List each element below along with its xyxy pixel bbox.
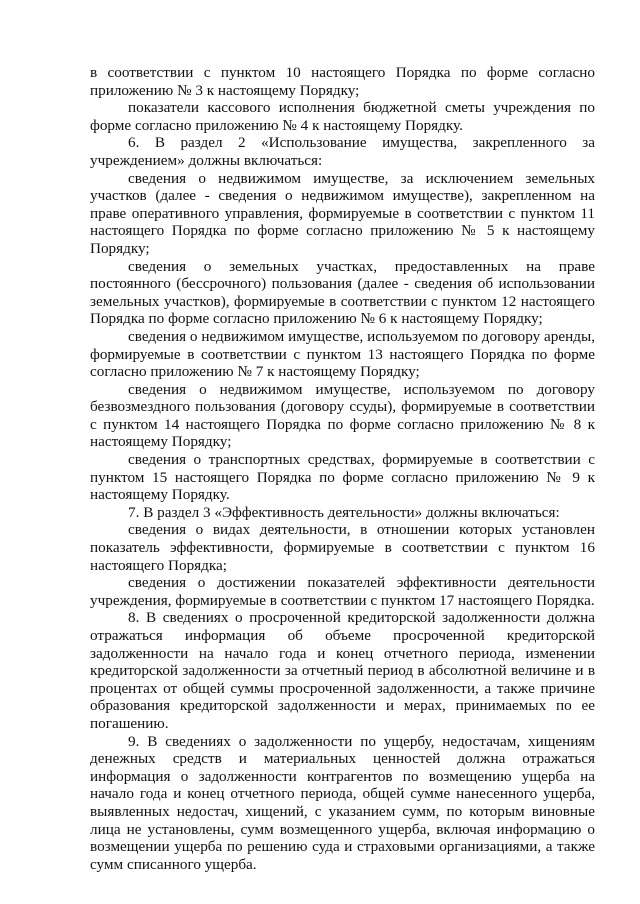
paragraph-vehicles: сведения о транспортных средствах, формируемые в соответствии с пунктом 15 настоящего Порядка по форме согласно приложению № 9 к настоящему Порядку.: [90, 451, 595, 504]
document-page: [90, 64, 595, 873]
paragraph-section-3-heading: 7. В раздел 3 «Эффективность деятельности» должны включаться:: [128, 503, 560, 521]
paragraph-overdue-debt: 8. В сведениях о просроченной кредиторской задолженности должна отражаться информация об объеме просроченной кредиторской задолженности на начало года и конец отчетного периода, изменении кредиторской задолженности за отчетный период в абсолютной величине и в процентах от общей суммы просроченной задолженности, а также причине образования кредиторской задолженности и мерах, принимаемых по ее погашению.: [90, 609, 595, 732]
paragraph-budget-execution: показатели кассового исполнения бюджетной сметы учреждения по форме согласно приложению № 4 к настоящему Порядку.: [90, 99, 595, 134]
paragraph-continuation: в соответствии с пунктом 10 настоящего Порядка по форме согласно приложению № 3 к настоящему Порядку;: [90, 64, 595, 99]
paragraph-damage-debt: 9. В сведениях о задолженности по ущербу, недостачам, хищениям денежных средств и материальных ценностей должна отражаться информация о задолженности контрагентов по возмещению ущерба на начало года и конец отчетного периода, общей сумме нанесенного ущерба, выявленных недостач, хищений, с указанием сумм, по которым виновные лица не установлены, сумм возмещенного ущерба, включая информацию о возмещении ущерба по решению суда и страховыми организациями, а также сумм списанного ущерба.: [90, 732, 595, 873]
paragraph-real-estate: сведения о недвижимом имуществе, за исключением земельных участков (далее - сведения о недвижимом имуществе), закрепленном на праве оперативного управления, формируемые в соответствии с пунктом 11 настоящего Порядка по форме согласно приложению № 5 к настоящему Порядку;: [90, 169, 595, 257]
paragraph-land-plots: сведения о земельных участках, предоставленных на праве постоянного (бессрочного) пользования (далее - сведения об использовании земельных участков), формируемые в соответствии с пунктом 12 настоящего Порядка по форме согласно приложению № 6 к настоящему Порядку;: [90, 257, 595, 328]
paragraph-activity-types: сведения о видах деятельности, в отношении которых установлен показатель эффективности, формируемые в соответствии с пунктом 16 настоящего Порядка;: [90, 521, 595, 574]
paragraph-efficiency-indicators: сведения о достижении показателей эффективности деятельности учреждения, формируемые в соответствии с пунктом 17 настоящего Порядка.: [90, 574, 595, 609]
paragraph-lease: сведения о недвижимом имуществе, используемом по договору аренды, формируемые в соответствии с пунктом 13 настоящего Порядка по форме согласно приложению № 7 к настоящему Порядку;: [90, 327, 595, 381]
paragraph-section-2-heading: 6. В раздел 2 «Использование имущества, закрепленного за учреждением» должны включаться:: [90, 134, 595, 169]
paragraph-free-use: сведения о недвижимом имуществе, используемом по договору безвозмездного пользования (договору ссуды), формируемые в соответствии с пунктом 14 настоящего Порядка по форме согласно приложению № 8 к настоящему Порядку;: [90, 380, 595, 451]
